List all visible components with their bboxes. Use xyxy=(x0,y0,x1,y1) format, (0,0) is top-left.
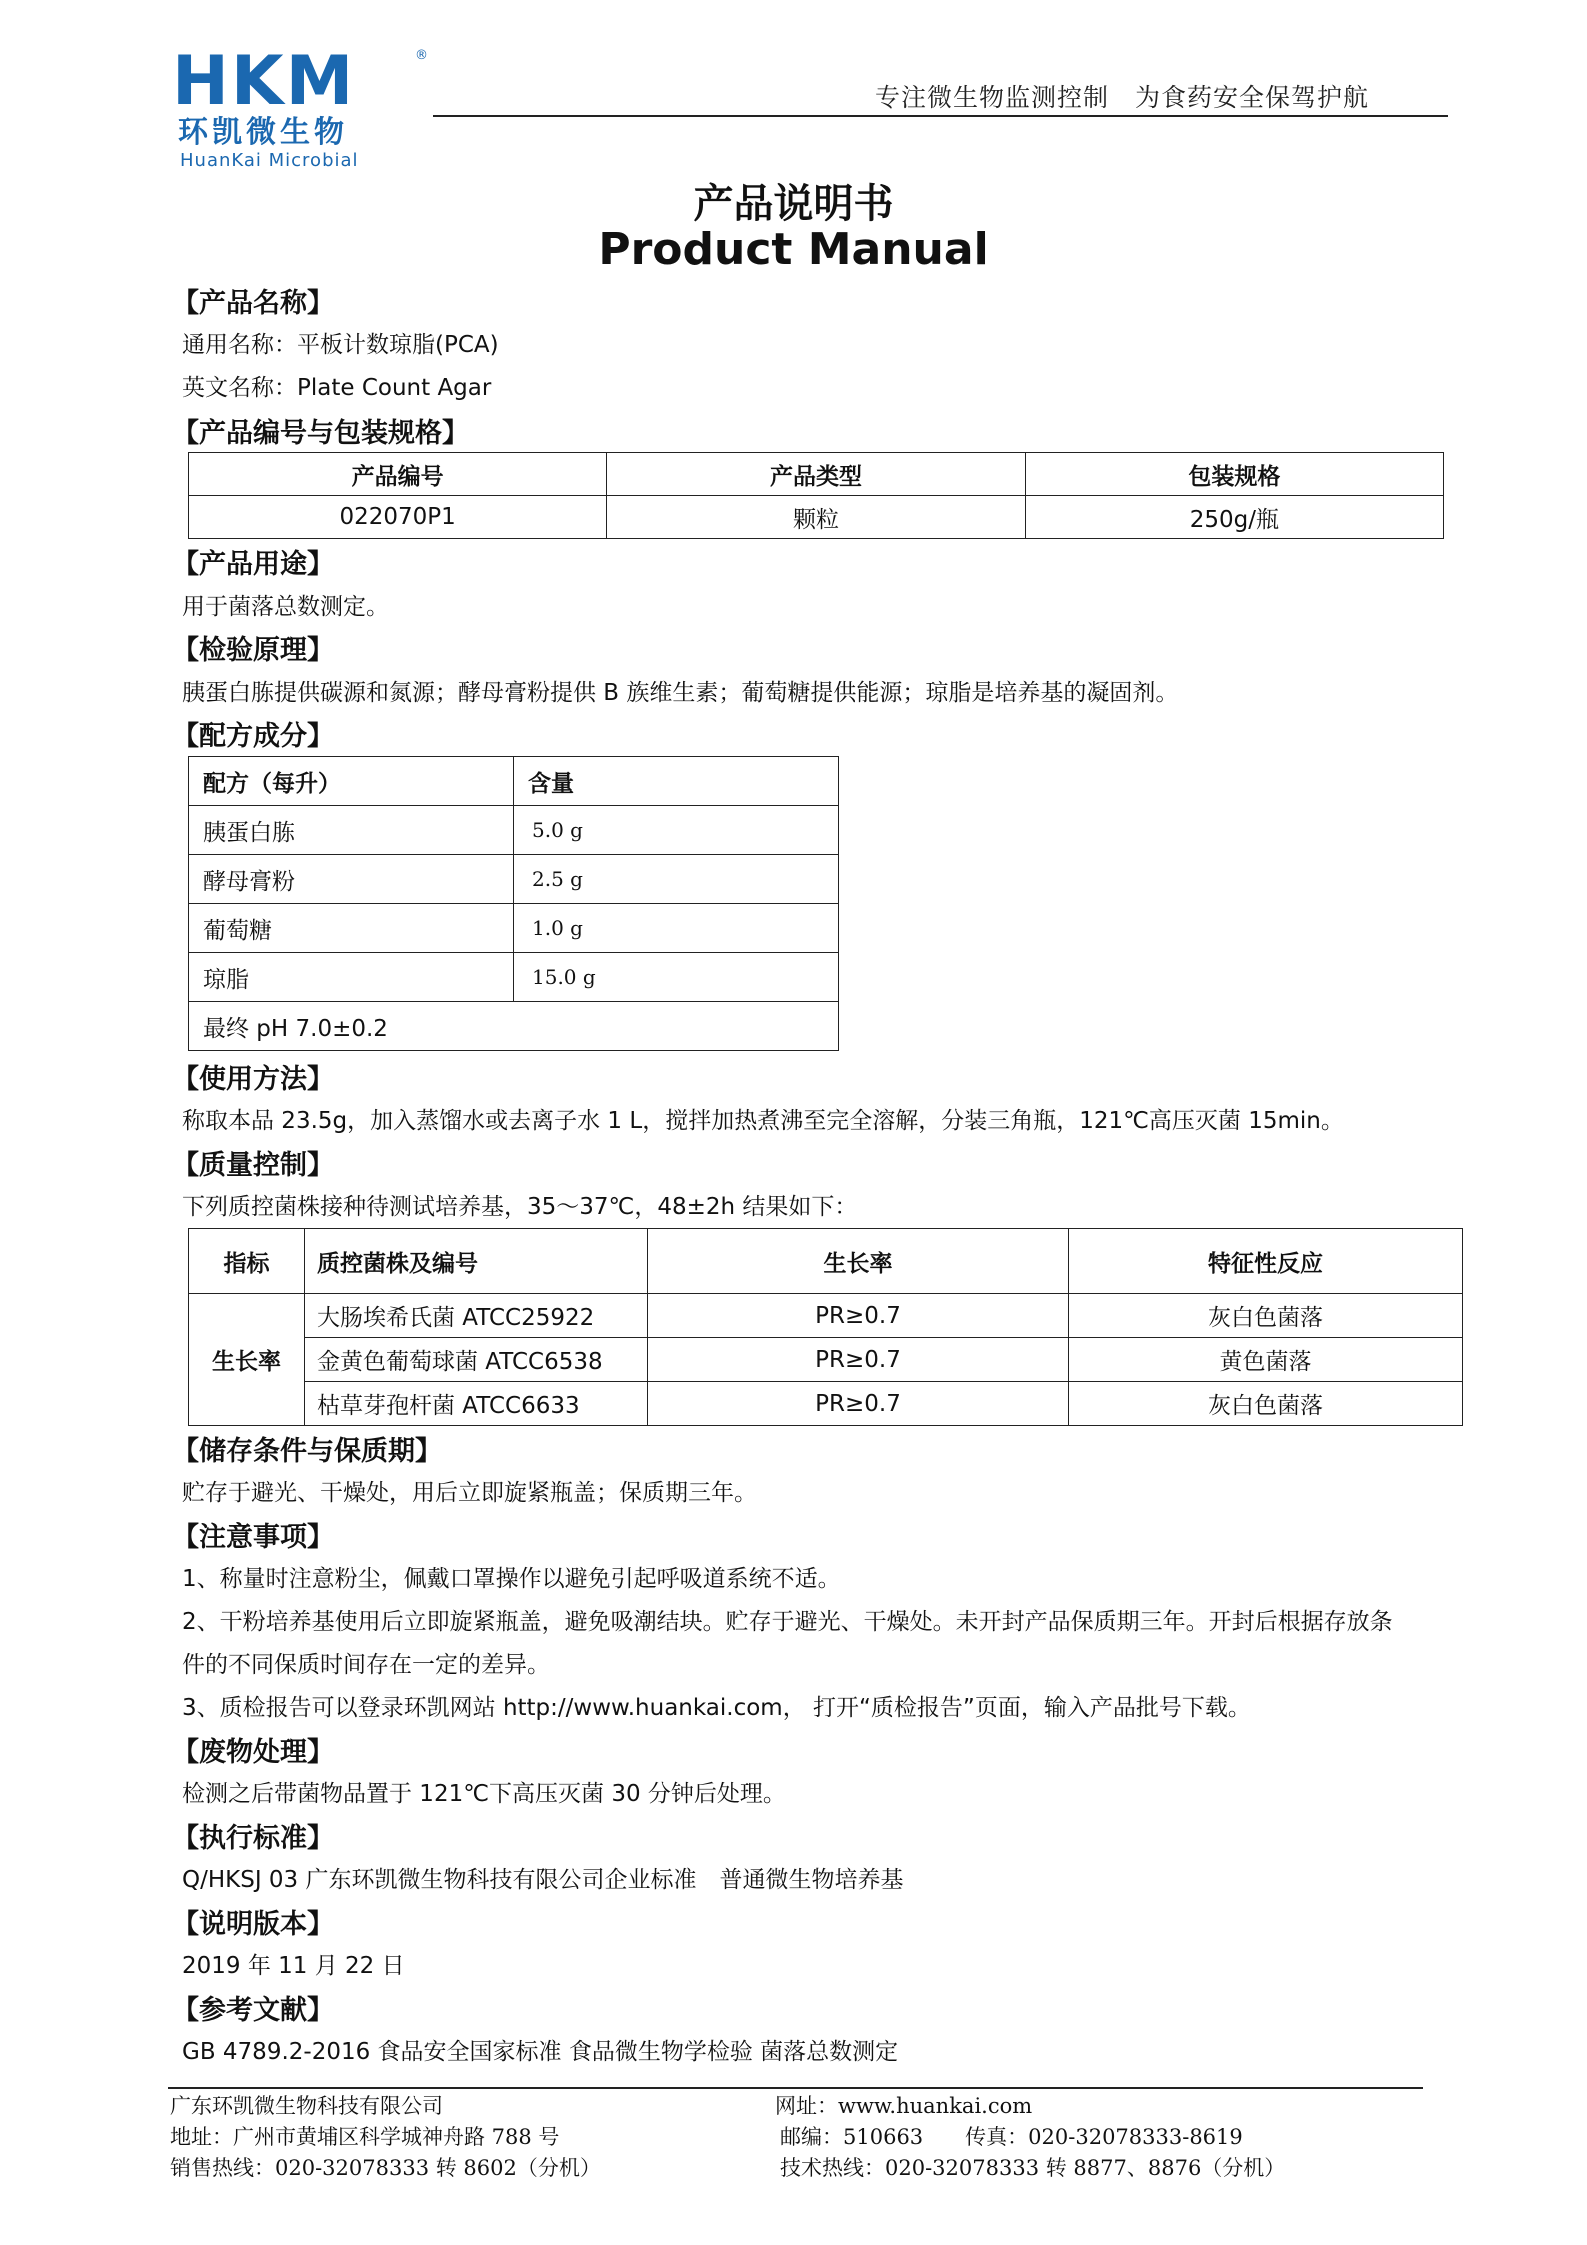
section-heading-use: 【产品用途】 xyxy=(172,549,334,580)
header-cell: 产品编号 xyxy=(189,453,607,496)
standard-text: Q/HKSJ 03 广东环凯微生物科技有限公司企业标准 普通微生物培养基 xyxy=(182,1867,904,1893)
footer-divider xyxy=(168,2087,1423,2089)
section-heading-qc: 【质量控制】 xyxy=(172,1150,334,1181)
footer-company: 广东环凯微生物科技有限公司 xyxy=(170,2094,443,2118)
note-item-continued: 件的不同保质时间存在一定的差异。 xyxy=(182,1652,550,1678)
header-divider xyxy=(433,115,1448,117)
section-heading-formula: 【配方成分】 xyxy=(172,721,334,752)
section-heading-method: 【使用方法】 xyxy=(172,1064,334,1095)
english-name: 英文名称：Plate Count Agar xyxy=(182,375,492,401)
table-row xyxy=(189,1338,1463,1382)
section-heading-version: 【说明版本】 xyxy=(172,1909,334,1940)
header-slogan: 专注微生物监测控制 为食药安全保驾护航 xyxy=(875,83,1370,112)
header-cell: 包装规格 xyxy=(1025,453,1443,496)
section-heading-references: 【参考文献】 xyxy=(172,1995,334,2026)
product-code: 022070P1 xyxy=(189,496,607,539)
principle-text: 胰蛋白胨提供碳源和氮源；酵母膏粉提供 B 族维生素；葡萄糖提供能源；琼脂是培养基的凝固剂。 xyxy=(182,680,1179,706)
table-row xyxy=(189,1002,839,1051)
footer-sales-hotline: 销售热线：020-32078333 转 8602（分机） xyxy=(170,2156,601,2180)
table-row xyxy=(189,1382,1463,1426)
version-date: 2019 年 11 月 22 日 xyxy=(182,1953,405,1979)
formula-table xyxy=(188,756,839,1051)
logo-english-name: HuanKai Microbial xyxy=(180,150,359,171)
characteristic-reaction: 黄色菌落 xyxy=(1069,1338,1463,1382)
growth-rate: PR≥0.7 xyxy=(648,1338,1069,1382)
ingredient-name: 酵母膏粉 xyxy=(189,855,514,904)
package-size: 250g/瓶 xyxy=(1025,496,1443,539)
note-item: 1、称量时注意粉尘，佩戴口罩操作以避免引起呼吸道系统不适。 xyxy=(182,1566,841,1592)
strain-name: 枯草芽孢杆菌 ATCC6633 xyxy=(305,1382,648,1426)
characteristic-reaction: 灰白色菌落 xyxy=(1069,1382,1463,1426)
method-text: 称取本品 23.5g，加入蒸馏水或去离子水 1 L，搅拌加热煮沸至完全溶解，分装三角瓶，121℃高压灭菌 15min。 xyxy=(182,1108,1344,1134)
note-item: 3、质检报告可以登录环凯网站 http://www.huankai.com， 打开“质检报告”页面，输入产品批号下载。 xyxy=(182,1695,1251,1721)
header-cell: 含量 xyxy=(514,757,839,806)
ingredient-name: 琼脂 xyxy=(189,953,514,1002)
section-heading-product-name: 【产品名称】 xyxy=(172,288,334,319)
ingredient-amount: 5.0 g xyxy=(514,806,839,855)
company-logo xyxy=(172,42,442,171)
use-text: 用于菌落总数测定。 xyxy=(182,594,389,620)
reference-text: GB 4789.2-2016 食品安全国家标准 食品微生物学检验 菌落总数测定 xyxy=(182,2039,899,2065)
ingredient-amount: 2.5 g xyxy=(514,855,839,904)
section-heading-principle: 【检验原理】 xyxy=(172,635,334,666)
growth-rate: PR≥0.7 xyxy=(648,1382,1069,1426)
header-cell: 配方（每升） xyxy=(189,757,514,806)
section-heading-standard: 【执行标准】 xyxy=(172,1823,334,1854)
table-row xyxy=(189,855,839,904)
footer-website: 网址：www.huankai.com xyxy=(775,2094,1033,2118)
final-ph: 最终 pH 7.0±0.2 xyxy=(189,1002,839,1051)
ingredient-amount: 1.0 g xyxy=(514,904,839,953)
logo-brand: HKM xyxy=(172,42,356,121)
logo-registered-mark: ® xyxy=(415,48,428,63)
section-heading-storage: 【储存条件与保质期】 xyxy=(172,1436,442,1467)
section-heading-notes: 【注意事项】 xyxy=(172,1522,334,1553)
strain-name: 大肠埃希氏菌 ATCC25922 xyxy=(305,1294,648,1338)
logo-chinese-name: 环凯微生物 xyxy=(178,115,348,150)
ingredient-name: 葡萄糖 xyxy=(189,904,514,953)
indicator-group: 生长率 xyxy=(189,1294,305,1426)
characteristic-reaction: 灰白色菌落 xyxy=(1069,1294,1463,1338)
document-title-en: Product Manual xyxy=(598,224,989,275)
table-header-row xyxy=(189,757,839,806)
section-heading-packaging: 【产品编号与包装规格】 xyxy=(172,418,469,449)
document-title-cn: 产品说明书 xyxy=(693,181,894,227)
footer-address: 地址：广州市黄埔区科学城神舟路 788 号 xyxy=(170,2125,560,2149)
product-type: 颗粒 xyxy=(607,496,1025,539)
strain-name: 金黄色葡萄球菌 ATCC6538 xyxy=(305,1338,648,1382)
storage-text: 贮存于避光、干燥处，用后立即旋紧瓶盖；保质期三年。 xyxy=(182,1480,757,1506)
header-cell: 指标 xyxy=(189,1229,305,1294)
footer-postcode-fax: 邮编：510663 传真：020-32078333-8619 xyxy=(780,2125,1243,2149)
header-cell: 产品类型 xyxy=(607,453,1025,496)
packaging-table xyxy=(188,452,1444,539)
table-row xyxy=(189,1294,1463,1338)
common-name: 通用名称：平板计数琼脂(PCA) xyxy=(182,332,499,358)
table-header-row xyxy=(189,453,1444,496)
note-item: 2、干粉培养基使用后立即旋紧瓶盖，避免吸潮结块。贮存于避光、干燥处。未开封产品保质期三年。开封后根据存放条 xyxy=(182,1609,1393,1635)
growth-rate: PR≥0.7 xyxy=(648,1294,1069,1338)
header-cell: 质控菌株及编号 xyxy=(305,1229,648,1294)
header-cell: 生长率 xyxy=(648,1229,1069,1294)
ingredient-name: 胰蛋白胨 xyxy=(189,806,514,855)
footer-tech-hotline: 技术热线：020-32078333 转 8877、8876（分机） xyxy=(780,2156,1286,2180)
header-cell: 特征性反应 xyxy=(1069,1229,1463,1294)
waste-text: 检测之后带菌物品置于 121℃下高压灭菌 30 分钟后处理。 xyxy=(182,1781,786,1807)
table-header-row xyxy=(189,1229,1463,1294)
section-heading-waste: 【废物处理】 xyxy=(172,1737,334,1768)
qc-table xyxy=(188,1228,1463,1426)
table-row xyxy=(189,904,839,953)
ingredient-amount: 15.0 g xyxy=(514,953,839,1002)
table-row xyxy=(189,496,1444,539)
table-row xyxy=(189,953,839,1002)
qc-intro: 下列质控菌株接种待测试培养基，35～37℃，48±2h 结果如下： xyxy=(182,1194,858,1220)
table-row xyxy=(189,806,839,855)
